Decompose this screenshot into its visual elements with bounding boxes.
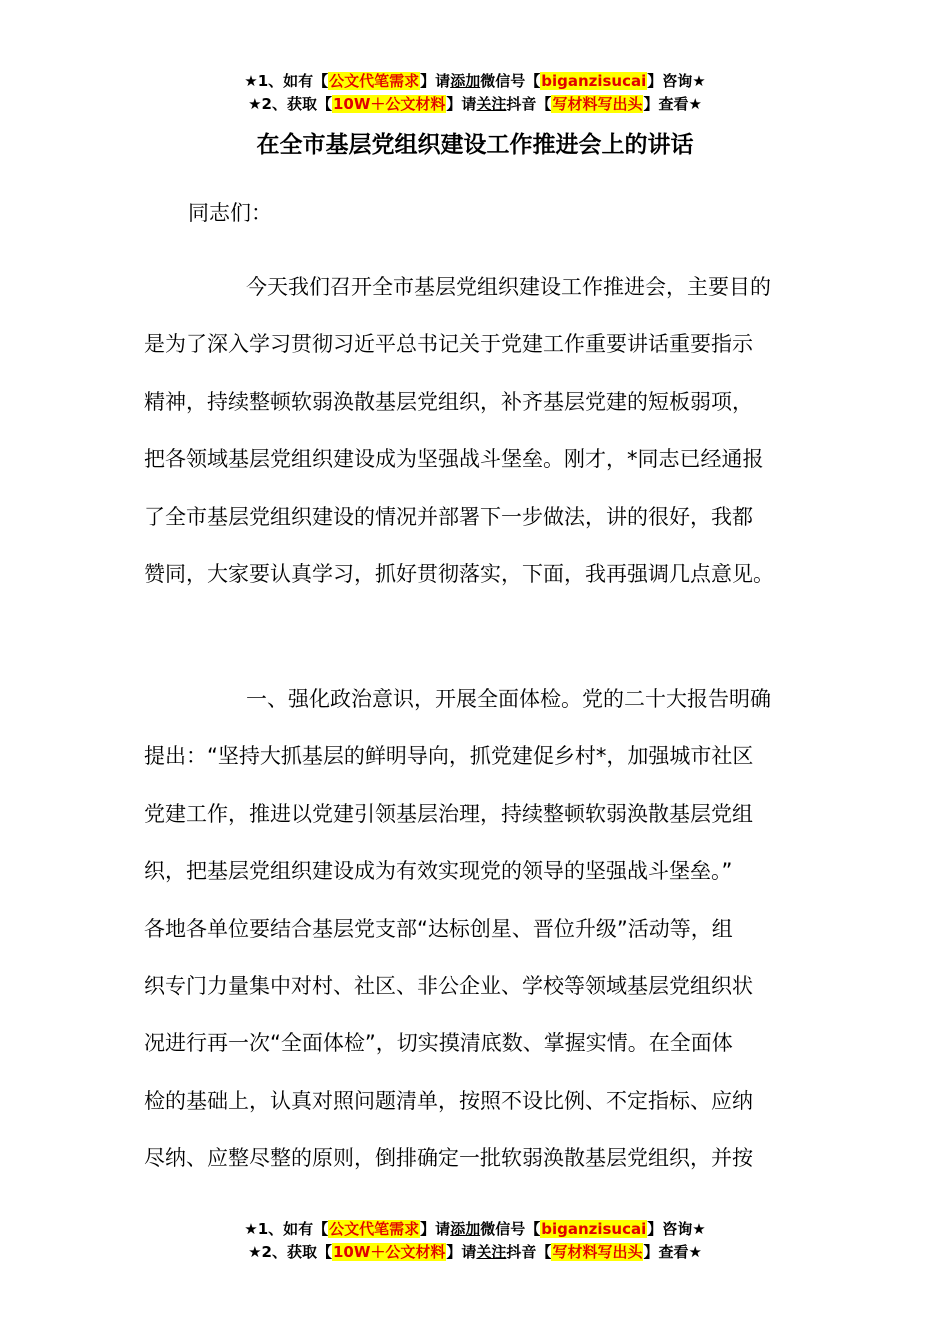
paragraph-line: 是为了深入学习贯彻习近平总书记关于党建工作重要讲话重要指示: [144, 332, 753, 357]
paragraph-line: 各地各单位要结合基层党支部“达标创星、晋位升级”活动等，组: [144, 916, 733, 941]
paragraph-1: [144, 259, 820, 603]
paragraph-line: 织专门力量集中对村、社区、非公企业、学校等领域基层党组织状: [144, 974, 753, 999]
paragraph-line: 织，把基层党组织建设成为有效实现党的领导的坚强战斗堡垒。”: [144, 859, 733, 884]
banner-line-1: ★1、如有【公文代笔需求】请添加微信号【biganzisucai】咨询★: [244, 1220, 706, 1238]
paragraph-line: 精神，持续整顿软弱涣散基层党组织，补齐基层党建的短板弱项，: [144, 389, 753, 414]
paragraph-line: 把各领域基层党组织建设成为坚强战斗堡垒。刚才，*同志已经通报: [144, 447, 764, 472]
paragraph-line: 检的基础上，认真对照问题清单，按照不设比例、不定指标、应纳: [144, 1088, 753, 1113]
paragraph-line: 一、强化政治意识，开展全面体检。党的二十大报告明确: [246, 687, 771, 711]
paragraph-line: 了全市基层党组织建设的情况并部署下一步做法，讲的很好，我都: [144, 504, 753, 529]
paragraph-2: [144, 671, 820, 1188]
paragraph-line: 况进行再一次“全面体检”，切实摸清底数、掌握实情。在全面体: [144, 1031, 733, 1056]
document-title: 在全市基层党组织建设工作推进会上的讲话: [256, 132, 694, 158]
banner-highlight: biganzisucai: [541, 1220, 647, 1238]
banner-line-2: ★2、获取【10W＋公文材料】请关注抖音【写材料写出头】查看★: [248, 1243, 702, 1261]
banner-line-2: ★2、获取【10W＋公文材料】请关注抖音【写材料写出头】查看★: [248, 95, 702, 113]
bottom-banner: [0, 1218, 950, 1264]
banner-highlight: 写材料写出头: [552, 95, 643, 113]
paragraph-line: 赞同，大家要认真学习，抓好贯彻落实，下面，我再强调几点意见。: [144, 562, 774, 587]
paragraph-line: 党建工作，推进以党建引领基层治理，持续整顿软弱涣散基层党组: [144, 801, 753, 826]
banner-highlight: biganzisucai: [541, 72, 647, 90]
top-banner: [0, 70, 950, 116]
banner-line-1: ★1、如有【公文代笔需求】请添加微信号【biganzisucai】咨询★: [244, 72, 706, 90]
banner-highlight: 公文代笔需求: [329, 1220, 420, 1238]
banner-highlight: 10W＋公文材料: [332, 95, 446, 113]
banner-highlight: 10W＋公文材料: [332, 1243, 446, 1261]
salutation: 同志们：: [188, 201, 272, 225]
paragraph-line: 提出：“坚持大抓基层的鲜明导向，抓党建促乡村*，加强城市社区: [144, 744, 754, 769]
paragraph-line: 今天我们召开全市基层党组织建设工作推进会，主要目的: [246, 275, 771, 299]
paragraph-line: 尽纳、应整尽整的原则，倒排确定一批软弱涣散基层党组织，并按: [144, 1146, 753, 1171]
banner-highlight: 公文代笔需求: [329, 72, 420, 90]
banner-highlight: 写材料写出头: [552, 1243, 643, 1261]
